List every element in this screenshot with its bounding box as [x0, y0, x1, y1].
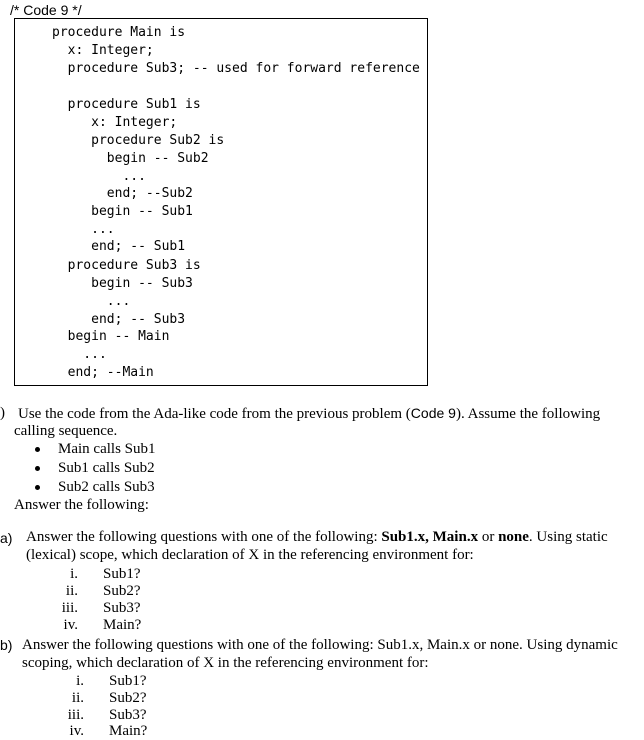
roman-numeral: iv.	[63, 617, 78, 633]
bullet-icon	[35, 485, 40, 490]
code-line: begin -- Main	[52, 329, 170, 344]
code-line: begin -- Sub1	[52, 204, 193, 219]
part-a-options-bold: Sub1.x, Main.x	[381, 529, 479, 545]
roman-numeral: ii.	[71, 690, 84, 706]
part-a-line-2: (lexical) scope, which declaration of X in the referencing environment for:	[26, 547, 474, 563]
question-line-1-post: ). Assume the following	[455, 406, 601, 422]
bullet-icon	[35, 447, 40, 452]
code-line: procedure Main is	[52, 25, 186, 40]
code-line: procedure Sub2 is	[52, 133, 225, 148]
code-line: end; -- Sub1	[52, 239, 186, 254]
code-line: ...	[52, 294, 131, 309]
scope-question-item: Sub2?	[103, 583, 141, 599]
code-line: procedure Sub3 is	[52, 258, 201, 273]
code-line: ...	[52, 347, 107, 362]
scope-question-item: Sub1?	[103, 566, 141, 582]
code-line: ...	[52, 222, 115, 237]
part-a-label: a)	[0, 530, 13, 546]
roman-numeral: iii.	[67, 707, 84, 723]
code-line: end; --Sub2	[52, 186, 193, 201]
code-line: ...	[52, 169, 146, 184]
calling-sequence-item: Sub1 calls Sub2	[58, 460, 155, 476]
question-line-1-pre: Use the code from the Ada-like code from the previous problem (	[18, 406, 411, 422]
question-line-1	[18, 404, 600, 423]
question-code-ref: Code 9	[410, 405, 456, 421]
code-line: x: Integer;	[52, 115, 178, 130]
scope-question-item: Sub1?	[109, 673, 147, 689]
bullet-icon	[35, 466, 40, 471]
code-line: begin -- Sub2	[52, 151, 209, 166]
code-line: procedure Sub1 is	[52, 97, 201, 112]
scope-question-item: Sub2?	[109, 690, 147, 706]
part-a-line-1-mid: or	[478, 529, 499, 545]
part-b-line-2: scoping, which declaration of X in the referencing environment for:	[22, 655, 429, 671]
scope-question-item: Main?	[109, 723, 148, 739]
code-line: begin -- Sub3	[52, 276, 193, 291]
code-line: procedure Sub3; -- used for forward reference	[52, 61, 420, 76]
roman-numeral: ii.	[65, 583, 78, 599]
roman-numeral: i.	[76, 673, 84, 689]
question-marker: )	[0, 405, 5, 421]
scope-question-item: Main?	[103, 617, 142, 633]
code-block	[14, 18, 428, 386]
code-line: end; --Main	[52, 365, 154, 380]
code-line: x: Integer;	[52, 43, 154, 58]
question-line-2: calling sequence.	[14, 423, 118, 439]
part-a-line-1-post: . Using static	[528, 529, 608, 545]
answer-intro: Answer the following:	[14, 497, 149, 513]
scope-question-item: Sub3?	[103, 600, 141, 616]
part-a-line-1-pre: Answer the following questions with one of the following:	[26, 529, 382, 545]
roman-numeral: iv.	[69, 723, 84, 739]
calling-sequence-item: Sub2 calls Sub3	[58, 479, 155, 495]
roman-numeral: i.	[70, 566, 78, 582]
part-b-line-1: Answer the following questions with one of the following: Sub1.x, Main.x or none. Using dynamic	[22, 637, 618, 653]
part-a-none-bold: none	[498, 529, 529, 545]
scope-question-item: Sub3?	[109, 707, 147, 723]
code-line: end; -- Sub3	[52, 312, 186, 327]
part-b-label: b)	[0, 637, 13, 653]
part-a-line-1	[26, 528, 608, 546]
roman-numeral: iii.	[61, 600, 78, 616]
calling-sequence-item: Main calls Sub1	[58, 441, 156, 457]
code-caption: /* Code 9 */	[10, 2, 82, 18]
